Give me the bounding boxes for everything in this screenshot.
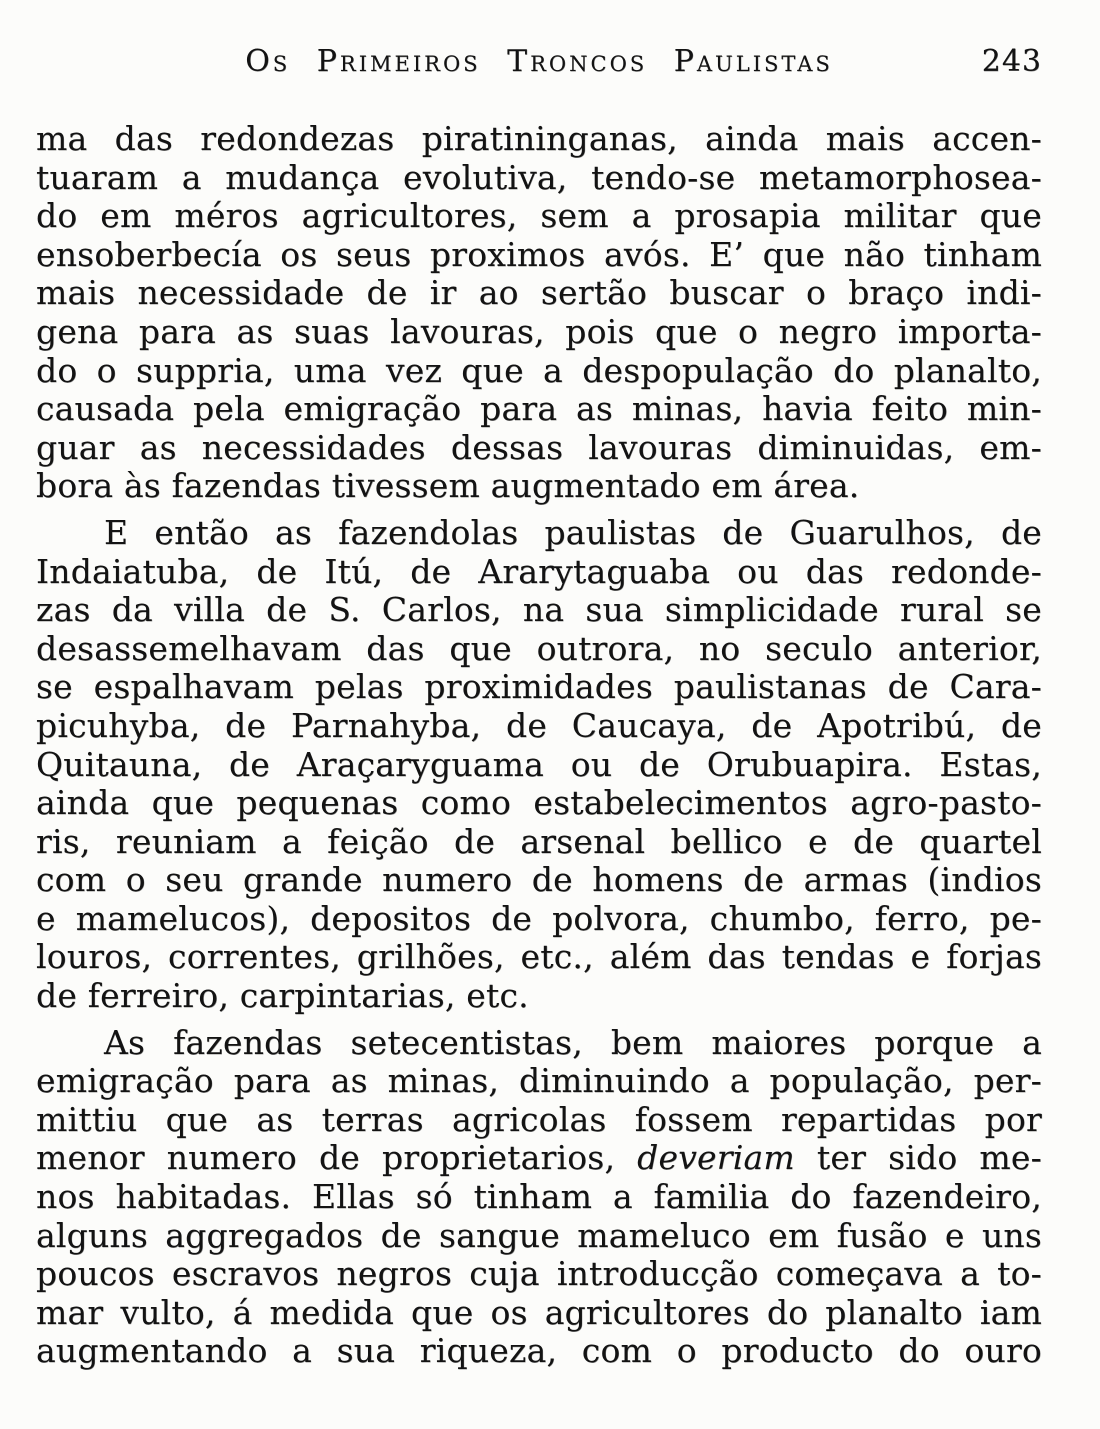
text-line: bora às fazendas tivessem augmentado em área. — [36, 466, 860, 506]
text-line: ma das redondezas piratininganas, ainda mais accen- — [36, 119, 1042, 158]
text-line: mais necessidade de ir ao sertão buscar o braço indi- — [36, 273, 1042, 313]
text-segment: menor numero de proprietarios, — [36, 1138, 638, 1178]
text-segment: ter sido me- — [794, 1138, 1042, 1178]
text-line: gena para as suas lavouras, pois que o negro importa- — [36, 311, 1042, 351]
text-line: mar vulto, á medida que os agricultores do planalto iam — [36, 1292, 1042, 1332]
text-line: mittiu que as terras agricolas fossem repartidas por — [36, 1099, 1042, 1139]
page-header — [36, 44, 1042, 82]
text-line: tuaram a mudança evolutiva, tendo-se metamorphosea- — [36, 157, 1042, 197]
text-line: ensoberbecía os seus proximos avós. E’ que não tinham — [36, 234, 1042, 274]
text-line: augmentando a sua riqueza, com o producto do ouro — [36, 1331, 1042, 1371]
text-line: poucos escravos negros cuja introducção começava a to- — [36, 1254, 1042, 1294]
text-line: se espalhavam pelas proximidades paulistanas de Cara- — [36, 667, 1042, 707]
text-line: louros, correntes, grilhões, etc., além das tendas e forjas — [36, 937, 1042, 977]
text-line: E então as fazendolas paulistas de Guarulhos, de — [104, 512, 1042, 552]
text-line: ris, reuniam a feição de arsenal bellico e de quartel — [36, 821, 1042, 861]
text-line: nos habitadas. Ellas só tinham a familia do fazendeiro, — [36, 1177, 1042, 1217]
paragraph — [36, 120, 1042, 506]
text-line: desassemelhavam das que outrora, no seculo anterior, — [36, 628, 1042, 668]
text-line: causada pela emigração para as minas, havia feito min- — [36, 389, 1042, 429]
text-line: Quitauna, de Araçaryguama ou de Orubuapira. Estas, — [36, 744, 1042, 784]
text-line: alguns aggregados de sangue mameluco em fusão e uns — [36, 1215, 1042, 1255]
body-text — [36, 120, 1042, 1371]
text-line: Indaiatuba, de Itú, de Ararytaguaba ou das redonde- — [36, 551, 1042, 591]
running-title: Os Primeiros Troncos Paulistas — [245, 44, 833, 79]
text-line: ainda que pequenas como estabelecimentos agro-pasto- — [36, 783, 1042, 823]
page-number: 243 — [981, 44, 1042, 79]
text-line: emigração para as minas, diminuindo a população, per- — [36, 1061, 1042, 1101]
text-line: picuhyba, de Parnahyba, de Caucaya, de Apotribú, de — [36, 705, 1042, 745]
italic-text: deveriam — [637, 1138, 795, 1178]
text-line: do em méros agricultores, sem a prosapia militar que — [36, 196, 1042, 236]
text-line: com o seu grande numero de homens de armas (indios — [36, 860, 1042, 900]
paragraph — [36, 1024, 1042, 1371]
text-line: As fazendas setecentistas, bem maiores porque a — [104, 1022, 1042, 1062]
paragraph — [36, 514, 1042, 1016]
text-line: zas da villa de S. Carlos, na sua simplicidade rural se — [36, 590, 1042, 630]
text-line: do o suppria, uma vez que a despopulação do planalto, — [36, 350, 1042, 390]
text-line — [36, 1139, 1042, 1178]
text-line: e mamelucos), depositos de polvora, chumbo, ferro, pe- — [36, 898, 1042, 938]
text-line: de ferreiro, carpintarias, etc. — [36, 976, 529, 1016]
text-line: guar as necessidades dessas lavouras diminuidas, em- — [36, 427, 1042, 467]
